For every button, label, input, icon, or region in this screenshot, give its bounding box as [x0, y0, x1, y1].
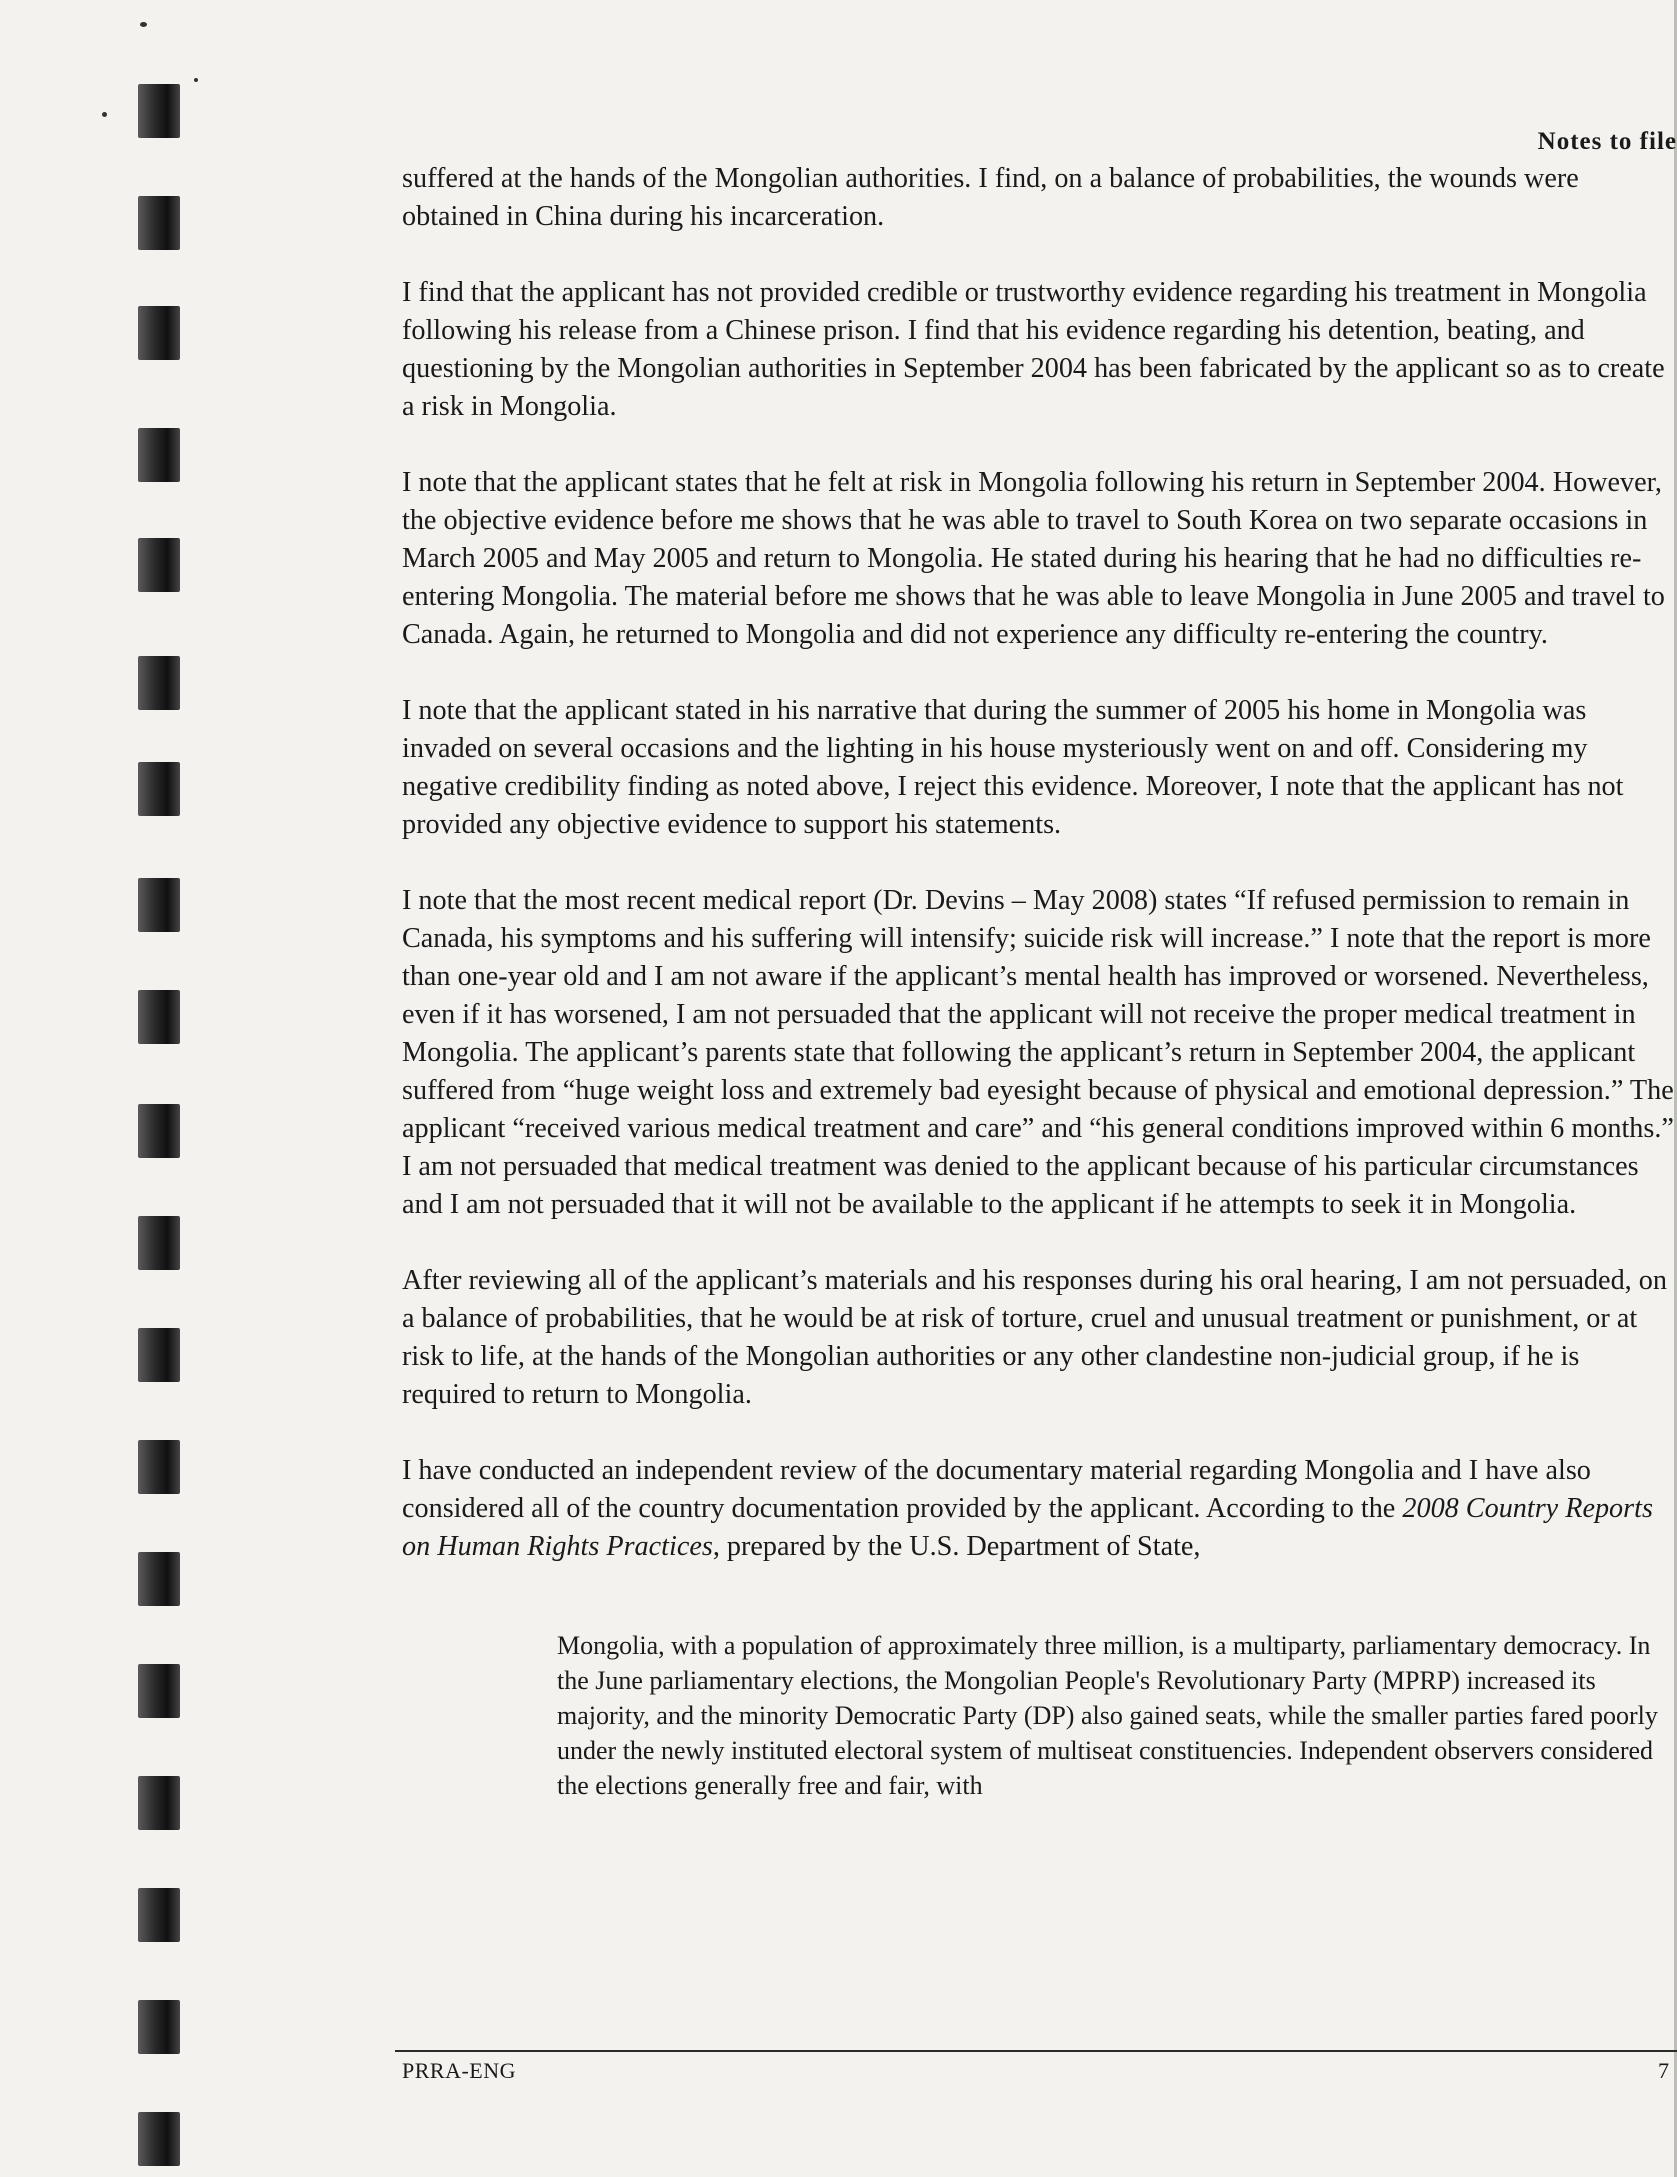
body-paragraph: I find that the applicant has not provided credible or trustworthy evidence regarding his treatment in Mongolia following his release from a Chinese prison. I find that his evidence regarding his detention, beating, and questioning by the Mongolian authorities in September 2004 has been fabricated by the applicant so as to create a risk in Mongolia.: [402, 277, 1665, 422]
footer-rule: [395, 2050, 1677, 2052]
page-number: 7: [1658, 2058, 1669, 2083]
binding-holes: [138, 0, 188, 2177]
binding-hole: [138, 878, 180, 932]
report-title: 2008 Country Reports on Human Rights Practices: [402, 1493, 1653, 1562]
binding-hole: [138, 2112, 180, 2166]
body-paragraph: suffered at the hands of the Mongolian authorities. I find, on a balance of probabilities, the wounds were obtained in China during his incarceration.: [402, 163, 1579, 232]
body-paragraph: After reviewing all of the applicant’s materials and his responses during his oral hearing, I am not persuaded, on a balance of probabilities, that he would be at risk of torture, cruel and unusual treatment or punishment, or at risk to life, at the hands of the Mongolian authorities or any other clandestine non-judicial group, if he is required to return to Mongolia.: [402, 1265, 1667, 1410]
binding-hole: [138, 1440, 180, 1494]
body-paragraph: I note that the applicant states that he felt at risk in Mongolia following his return in September 2004. However, the objective evidence before me shows that he was able to travel to South Korea on two separate occasions in March 2005 and May 2005 and return to Mongolia. He stated during his hearing that he had no difficulties re-entering Mongolia. The material before me shows that he was able to leave Mongolia in June 2005 and travel to Canada. Again, he returned to Mongolia and did not experience any difficulty re-entering the country.: [402, 467, 1665, 650]
block-quote: Mongolia, with a population of approximately three million, is a multiparty, parliamentary democracy. In the June parliamentary elections, the Mongolian People's Revolutionary Party (MPRP) increased its majority, and the minority Democratic Party (DP) also gained seats, while the smaller parties fared poorly under the newly instituted electoral system of multiseat constituencies. Independent observers considered the elections generally free and fair, with: [557, 1631, 1658, 1800]
body-paragraph-last: [402, 1452, 1674, 1566]
binding-hole: [138, 990, 180, 1044]
binding-hole: [138, 428, 180, 482]
form-code: PRRA-ENG: [402, 2058, 517, 2083]
notes-to-file-label: Notes to file: [1537, 128, 1677, 155]
binding-hole: [138, 1664, 180, 1718]
binding-hole: [138, 196, 180, 250]
binding-hole: [138, 1216, 180, 1270]
binding-hole: [138, 762, 180, 816]
body-paragraph: I note that the applicant stated in his narrative that during the summer of 2005 his home in Mongolia was invaded on several occasions and the lighting in his house mysteriously went on and off. Considering my negative credibility finding as noted above, I reject this evidence. Moreover, I note that the applicant has not provided any objective evidence to support his statements.: [402, 695, 1624, 840]
last-paragraph-tail: , prepared by the U.S. Department of State,: [712, 1531, 1201, 1562]
binding-hole: [138, 538, 180, 592]
binding-hole: [138, 656, 180, 710]
binding-hole: [138, 306, 180, 360]
binding-hole: [138, 2000, 180, 2054]
body-paragraph: I note that the most recent medical report (Dr. Devins – May 2008) states “If refused permission to remain in Canada, his symptoms and his suffering will intensify; suicide risk will increase.” I note that the report is more than one-year old and I am not aware if the applicant’s mental health has improved or worsened. Nevertheless, even if it has worsened, I am not persuaded that the applicant will not receive the proper medical treatment in Mongolia. The applicant’s parents state that following the applicant’s return in September 2004, the applicant suffered from “huge weight loss and extremely bad eyesight because of physical and emotional depression.” The applicant “received various medical treatment and care” and “his general conditions improved within 6 months.” I am not persuaded that medical treatment was denied to the applicant because of his particular circumstances and I am not persuaded that it will not be available to the applicant if he attempts to seek it in Mongolia.: [402, 885, 1674, 1220]
binding-hole: [138, 1776, 180, 1830]
binding-hole: [138, 1328, 180, 1382]
document-body: [402, 160, 1674, 1803]
last-paragraph-text: I have conducted an independent review of the documentary material regarding Mongolia and I have also considered all of the country documentation provided by the applicant. According to the: [402, 1455, 1591, 1524]
binding-hole: [138, 1104, 180, 1158]
binding-hole: [138, 84, 180, 138]
spacer: [402, 1566, 1674, 1628]
binding-hole: [138, 1552, 180, 1606]
scan-speck: [102, 112, 107, 117]
binding-hole: [138, 1888, 180, 1942]
scan-speck: [194, 78, 198, 82]
scan-speck: [140, 22, 147, 27]
